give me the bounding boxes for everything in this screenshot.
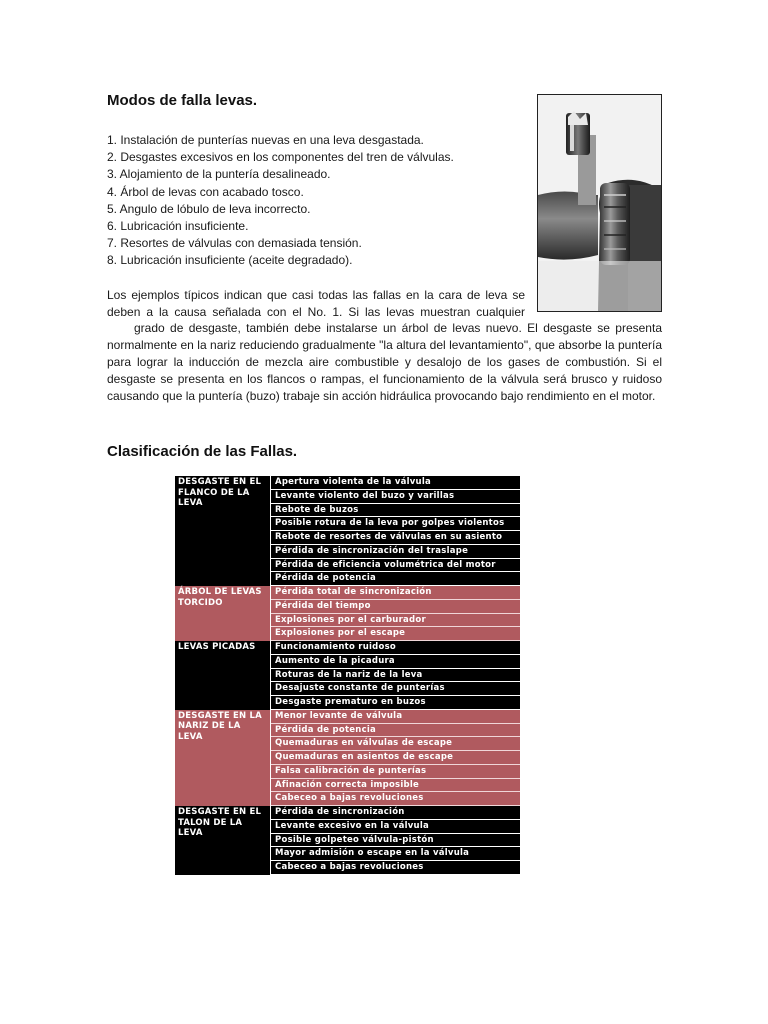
failure-classification-table — [175, 476, 520, 878]
table-row: Desgaste prematuro en buzos — [271, 696, 520, 710]
table-group-pitted-cams — [175, 641, 520, 710]
list-item: 3. Alojamiento de la puntería desalineado. — [107, 167, 331, 182]
table-row: Aumento de la picadura — [271, 655, 520, 669]
table-row: Rebote de buzos — [271, 504, 520, 518]
table-category: ÁRBOL DE LEVAS TORCIDO — [178, 587, 262, 608]
table-row: Pérdida de eficiencia volumétrica del motor — [271, 559, 520, 573]
table-group-heel-wear — [175, 806, 520, 875]
failure-modes-list — [107, 132, 527, 270]
table-row: Quemaduras en válvulas de escape — [271, 737, 520, 751]
list-item: 6. Lubricación insuficiente. — [107, 219, 249, 234]
table-row: Posible golpeteo válvula-pistón — [271, 834, 520, 848]
table-category: DESGASTE EN EL TALON DE LA LEVA — [178, 807, 262, 838]
table-items — [270, 476, 520, 586]
table-row: Afinación correcta imposible — [271, 779, 520, 793]
table-category: DESGASTE EN LA NARIZ DE LA LEVA — [178, 710, 262, 742]
paragraph-intro: Los ejemplos típicos indican que casi todas las fallas en la cara de leva se deben a la causa señalada con el No. 1. Si las levas muestran cualquier — [107, 288, 525, 319]
page-title: Modos de falla levas. — [107, 92, 258, 109]
table-group-nose-wear — [175, 710, 520, 806]
table-row: Pérdida del tiempo — [271, 600, 520, 614]
table-row: Menor levante de válvula — [271, 710, 520, 724]
table-items — [270, 586, 520, 641]
table-row: Cabeceo a bajas revoluciones — [271, 861, 520, 875]
list-item: 4. Árbol de levas con acabado tosco. — [107, 184, 304, 199]
table-group-flank-wear — [175, 476, 520, 586]
table-row: Rebote de resortes de válvulas en su asiento — [271, 531, 520, 545]
table-row: Levante violento del buzo y varillas — [271, 490, 520, 504]
list-item: 1. Instalación de punterías nuevas en una leva desgastada. — [107, 133, 424, 147]
table-row: Posible rotura de la leva por golpes violentos — [271, 517, 520, 531]
table-category: DESGASTE EN EL FLANCO DE LA LEVA — [178, 477, 262, 508]
camshaft-illustration — [538, 95, 661, 311]
table-row: Explosiones por el carburador — [271, 614, 520, 628]
table-items — [270, 641, 520, 710]
camshaft-photo — [537, 94, 662, 312]
table-items — [270, 806, 520, 875]
table-row: Pérdida de potencia — [271, 724, 520, 738]
table-row: Roturas de la nariz de la leva — [271, 669, 520, 683]
list-item: 7. Resortes de válvulas con demasiada tensión. — [107, 236, 362, 251]
list-item: 2. Desgastes excesivos en los componentes del tren de válvulas. — [107, 150, 454, 165]
paragraph-body: grado de desgaste, también debe instalarse un árbol de levas nuevo. El desgaste se presenta normalmente en la nariz reduciendo gradualmente "la altura del levantamiento", que absorbe la puntería para lograr la inducción de mezcla aire combustible y desalojo de los gases de combustión. Si el desgaste se presenta en los flancos o rampas, el funcionamiento de la válvula será brusco y ruidoso causando que la puntería (buzo) trabaje sin acción hidráulica provocando bajo rendimiento en el motor. — [107, 321, 662, 403]
table-row: Explosiones por el escape — [271, 627, 520, 641]
table-category: LEVAS PICADAS — [178, 642, 256, 652]
table-row: Pérdida de potencia — [271, 572, 520, 586]
table-row: Funcionamiento ruidoso — [271, 641, 520, 655]
table-row: Pérdida de sincronización — [271, 806, 520, 820]
table-items — [270, 710, 520, 806]
list-item: 8. Lubricación insuficiente (aceite degradado). — [107, 253, 353, 268]
table-row: Mayor admisión o escape en la válvula — [271, 847, 520, 861]
table-row: Pérdida de sincronización del traslape — [271, 545, 520, 559]
table-row: Falsa calibración de punterías — [271, 765, 520, 779]
table-row: Desajuste constante de punterías — [271, 682, 520, 696]
table-row: Pérdida total de sincronización — [271, 586, 520, 600]
table-row: Quemaduras en asientos de escape — [271, 751, 520, 765]
table-row: Apertura violenta de la válvula — [271, 476, 520, 490]
table-row: Levante excesivo en la válvula — [271, 820, 520, 834]
table-row: Cabeceo a bajas revoluciones — [271, 792, 520, 806]
section-subtitle: Clasificación de las Fallas. — [107, 443, 298, 460]
list-item: 5. Angulo de lóbulo de leva incorrecto. — [107, 201, 311, 216]
table-group-bent-camshaft — [175, 586, 520, 641]
